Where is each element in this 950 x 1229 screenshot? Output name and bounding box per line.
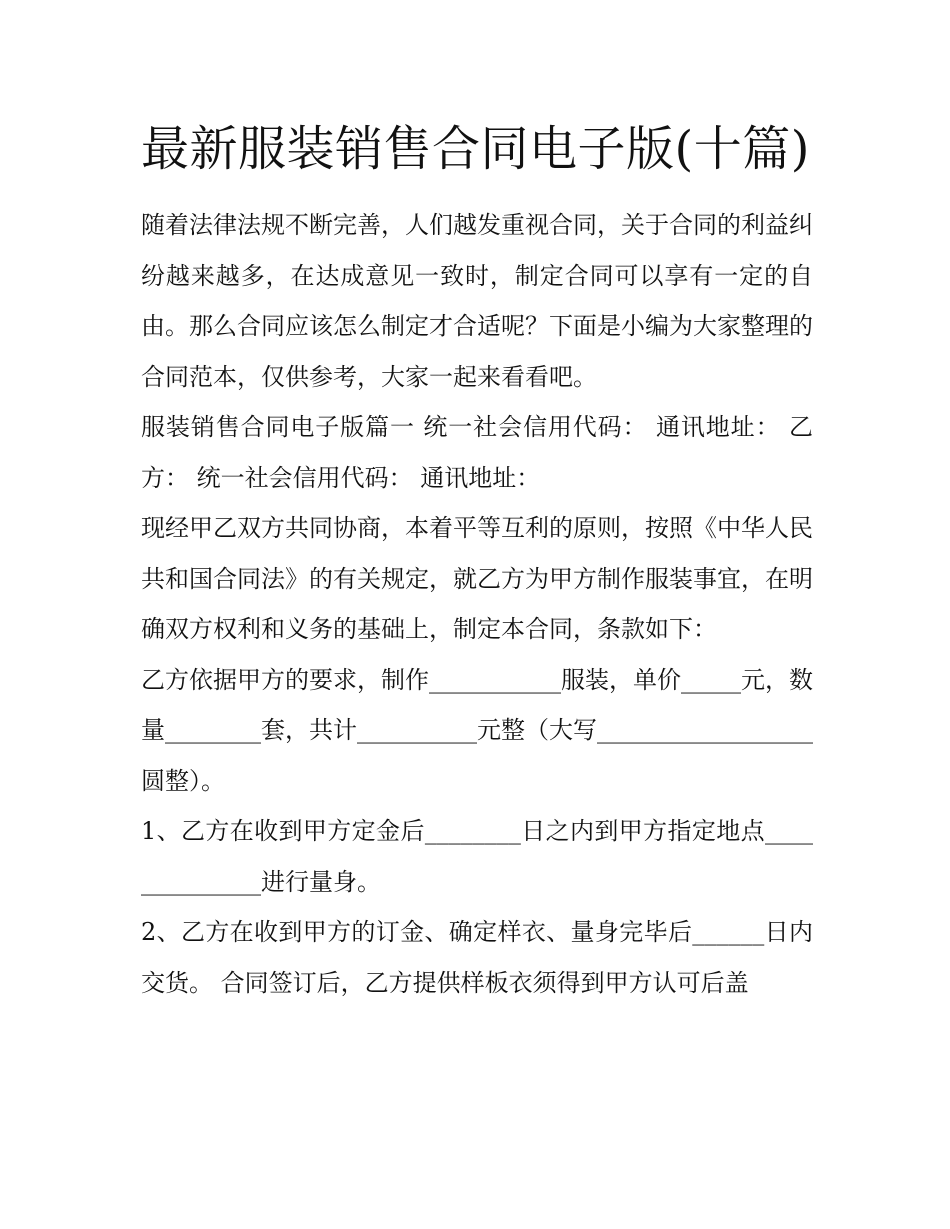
- document-page: [141, 110, 813, 1008]
- order-terms-paragraph: 乙方依据甲方的要求，制作___________服装，单价_____元，数量________套，共计__________元整（大写__________________圆整）。: [141, 665, 813, 795]
- intro-paragraph: 随着法律法规不断完善，人们越发重视合同，关于合同的利益纠纷越来越多，在达成意见一致时，制定合同可以享有一定的自由。那么合同应该怎么制定才合适呢？下面是小编为大家整理的合同范本，仅供参考，大家一起来看看吧。: [141, 211, 813, 391]
- clause-1-paragraph: 1、乙方在收到甲方定金后________日之内到甲方指定地点______________进行量身。: [141, 817, 813, 896]
- party-info-paragraph: 服装销售合同电子版篇一 统一社会信用代码： 通讯地址： 乙方： 统一社会信用代码： 通讯地址：: [141, 413, 813, 492]
- clause-2-paragraph: 2、乙方在收到甲方的订金、确定样衣、量身完毕后______日内交货。 合同签订后，乙方提供样板衣须得到甲方认可后盖: [141, 918, 813, 997]
- document-title: 最新服装销售合同电子版(十篇): [141, 121, 810, 177]
- document-body: [141, 200, 813, 1008]
- agreement-preamble-paragraph: 现经甲乙双方共同协商，本着平等互利的原则，按照《中华人民共和国合同法》的有关规定，就乙方为甲方制作服装事宜，在明确双方权利和义务的基础上，制定本合同，条款如下：: [141, 514, 813, 643]
